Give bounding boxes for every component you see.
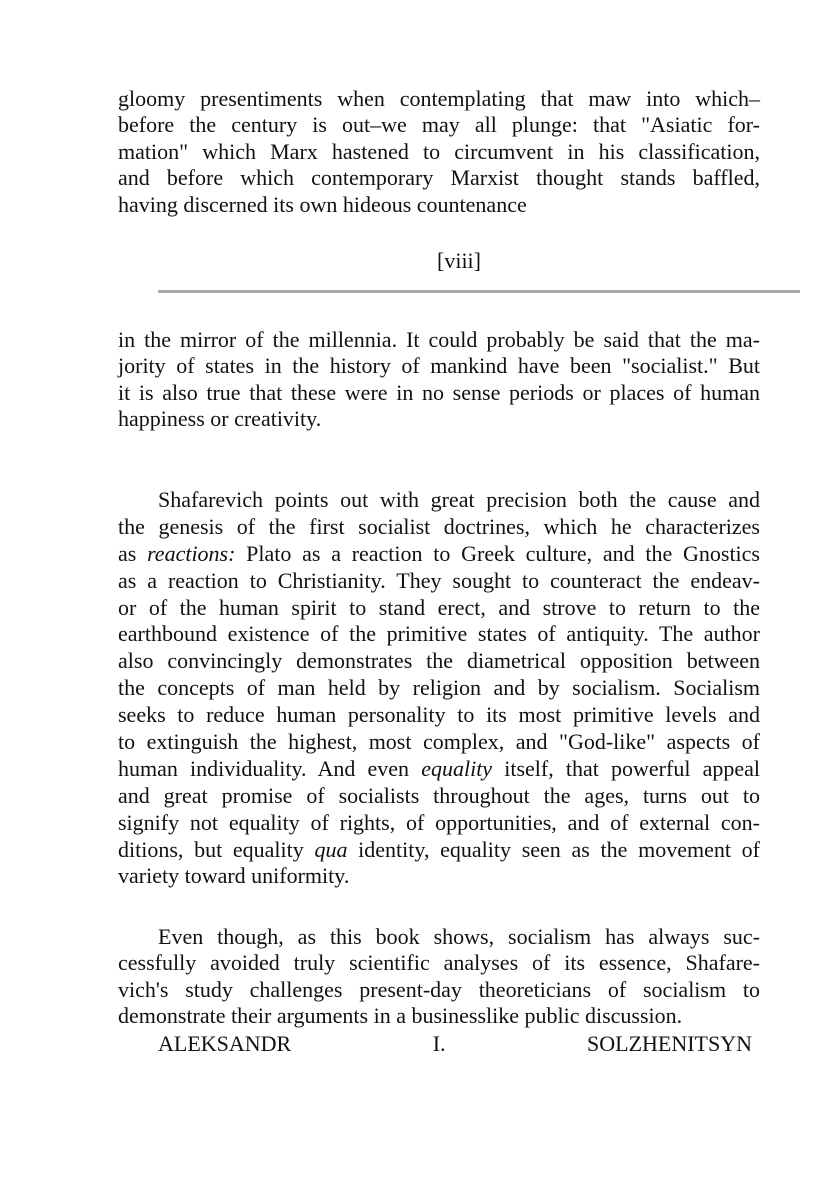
text-line: and before which contemporary Marxist thought stands baffled, xyxy=(118,165,760,191)
text-line: in the mirror of the millennia. It could probably be said that the ma- xyxy=(118,327,760,352)
text-line: Even though, as this book shows, socialism has always suc- xyxy=(158,924,760,949)
page-divider xyxy=(158,290,800,293)
text-segment: itself, that powerful appeal xyxy=(492,755,760,781)
text-line: cessfully avoided truly scientific analyses of its essence, Shafare- xyxy=(118,950,760,976)
paragraph-conclusion xyxy=(118,924,760,1030)
paragraph-continued xyxy=(118,86,760,218)
text-line: signify not equality of rights, of opportunities, and of external con- xyxy=(118,809,760,835)
text-segment: identity, equality seen as the movement of xyxy=(347,836,760,862)
text-line: mation" which Marx hastened to circumvent in his classification, xyxy=(118,138,760,164)
text-line xyxy=(118,541,760,568)
page-number: [viii] xyxy=(437,248,481,273)
text-segment: human individuality. And even xyxy=(118,755,422,781)
text-segment: Plato as a reaction to Greek culture, and the Gnostics xyxy=(235,540,760,566)
text-line: variety toward uniformity. xyxy=(118,863,350,889)
text-line: it is also true that these were in no sense periods or places of human xyxy=(118,379,760,405)
text-line: having discerned its own hideous countenance xyxy=(118,191,527,217)
text-segment: as xyxy=(118,540,148,566)
text-line: seeks to reduce human personality to its most primitive levels and xyxy=(118,702,760,728)
text-line: the genesis of the first socialist doctrines, which he characterizes xyxy=(118,513,760,539)
paragraph-continuation xyxy=(118,327,760,433)
text-line: vich's study challenges present-day theoreticians of socialism to xyxy=(118,976,760,1002)
text-line xyxy=(118,837,760,864)
paragraph-shafarevich xyxy=(118,487,760,890)
text-line xyxy=(118,756,760,783)
text-line: earthbound existence of the primitive states of antiquity. The author xyxy=(118,621,760,647)
text-line: the concepts of man held by religion and by socialism. Socialism xyxy=(118,675,760,701)
text-line: happiness or creativity. xyxy=(118,406,322,432)
text-line: to extinguish the highest, most complex, and "God-like" aspects of xyxy=(118,729,760,755)
text-line: also convincingly demonstrates the diametrical opposition between xyxy=(118,648,760,674)
text-line: gloomy presentiments when contemplating that maw into which– xyxy=(118,86,760,111)
text-line: and great promise of socialists throughout the ages, turns out to xyxy=(118,782,760,808)
text-line: jority of states in the history of mankind have been "socialist." But xyxy=(118,353,760,379)
italic-text: qua xyxy=(314,836,348,862)
text-line: Shafarevich points out with great precision both the cause and xyxy=(158,487,760,512)
text-line: before the century is out–we may all plunge: that "Asiatic for- xyxy=(118,112,760,138)
text-line: as a reaction to Christianity. They sought to counteract the endeav- xyxy=(118,567,760,593)
italic-text: equality xyxy=(421,755,493,781)
text-line: or of the human spirit to stand erect, and strove to return to the xyxy=(118,594,760,620)
italic-text: reactions: xyxy=(147,540,236,566)
text-segment: ditions, but equality xyxy=(118,836,315,862)
text-line: demonstrate their arguments in a businesslike public discussion. xyxy=(118,1003,683,1029)
author-signature: ALEKSANDR I. SOLZHENITSYN xyxy=(158,1031,752,1056)
